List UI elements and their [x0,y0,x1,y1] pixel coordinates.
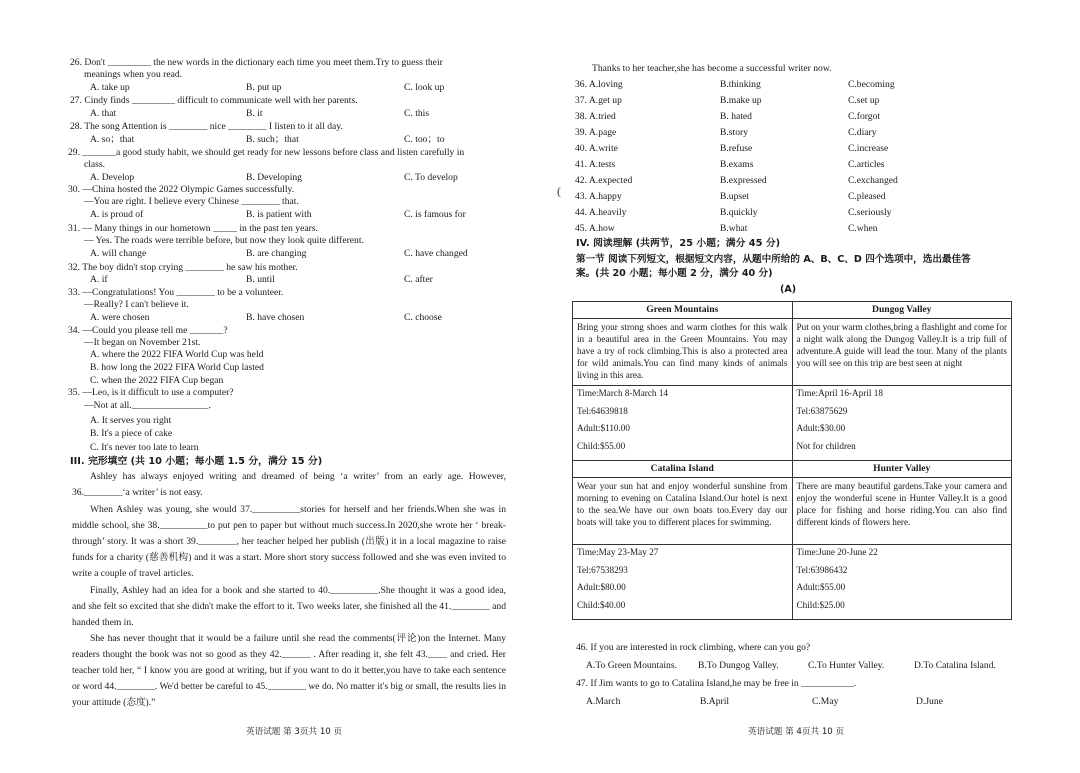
ad-info-hunter-valley [792,545,1012,620]
question-line: —It began on November 21st. [84,337,201,348]
option-b: B.quickly [720,207,758,218]
choice-row [0,108,530,119]
section-four-heading: IV. 阅读理解 (共两节，25 小题；满分 45 分) [576,238,781,249]
option-a: 39. A.page [575,127,617,138]
question-line: 32. The boy didn't stop crying ________ he saw his mother. [68,262,298,273]
question-line: —Really? I can't believe it. [84,299,189,310]
cloze-paragraph-3 [72,583,506,631]
question-line: 33. —Congratulations! You ________ to be a volunteer. [68,287,284,298]
question-line: 26. Don't _________ the new words in the dictionary each time you meet them.Try to guess their [70,57,443,68]
left-page-footer: 英语试题 第 3页共 10 页 [246,727,343,737]
question-line: A. It serves you right [90,415,172,426]
option-a: A.March [586,696,621,707]
cloze-paragraph-1-text: Ashley has always enjoyed writing and dreamed of being ‘a writer’ from an early age. However, 36.________‘a writer’ is not easy. [72,471,506,498]
option-c: C.pleased [848,191,886,202]
option-c: C.diary [848,127,877,138]
ad-desc-green-mountains: Bring your strong shoes and warm clothes for this walk in a beautiful area in the Green Mountains. You may have a try of rock climbing.This is also a protected area for wild animals.You can find many kinds of animals living in this area. [573,319,793,386]
ad-tel: Tel:63875629 [796,405,848,416]
ad-adult-price: Adult:$30.00 [796,423,846,433]
option-b: B.exams [720,159,754,170]
question-47-options [0,696,1080,707]
cloze-closing-line: Thanks to her teacher,she has become a successful writer now. [592,63,832,74]
cloze-option-row [0,159,1080,170]
choice-row [0,82,530,93]
option-c: C.forgot [848,111,881,122]
option-c: C.articles [848,159,885,170]
choice-row [0,274,530,285]
question-line: 31. — Many things in our hometown _____ in the past ten years. [68,223,318,234]
ad-desc-hunter-valley: There are many beautiful gardens.Take your camera and enjoy the wonderful scene in Hunter Valley.It is a good place for fishing and horse riding.You can also find different kinds of flowers here. [792,478,1012,545]
option-b: B. is patient with [246,209,312,220]
question-line: 29. _______a good study habit, we should get ready for new lessons before class and listen carefully in [68,147,465,158]
question-line: 27. Cindy finds _________ difficult to communicate well with her parents. [70,95,358,106]
option-c: C. too；to [404,134,445,145]
cloze-paragraph-3-text: Finally, Ashley had an idea for a book and she started to 40.__________.She thought it was a good idea, and she felt so excited that she didn't make the effort to it. Two weeks later, she finished all the 41.________ and handed them in. [72,585,506,628]
option-a: 42. A.expected [575,175,633,186]
option-a: A. if [90,274,108,285]
ad-time: Time:May 23-May 27 [577,547,659,557]
option-a: A. is proud of [90,209,144,220]
option-a: 41. A.tests [575,159,616,170]
ad-desc-catalina-island: Wear your sun hat and enjoy wonderful sunshine from morning to evening on Catalina Island.Our hotel is next to the sea.We have our own boats too.Every day our boats will take you to different places for swimming. [573,478,793,545]
question-line: — Yes. The roads were terrible before, but now they look quite different. [84,235,364,246]
question-line: C. when the 2022 FIFA Cup began [90,375,224,386]
question-line: class. [84,159,106,170]
option-a: A. that [90,108,117,119]
ad-child-price: Child:$55.00 [577,440,626,451]
question-line: A. where the 2022 FIFA World Cup was held [90,349,264,360]
option-a: A. so；that [90,134,135,145]
option-b: B.April [700,696,730,707]
ad-desc-dungog-valley: Put on your warm clothes,bring a flashlight and come for a night walk along the Dungog Valley.It is a trip full of adventure.A guide will lead the tour. Many of the plants you will see on this trip are best seen at night [792,319,1012,386]
option-c: C. after [404,274,433,285]
question-line: —You are right. I believe every Chinese ________ that. [84,196,299,207]
ad-info-dungog-valley [792,386,1012,461]
cloze-paragraph-1 [72,469,506,501]
option-b: B.refuse [720,143,753,154]
option-c: C. To develop [404,172,458,183]
section-three-heading: III. 完形填空 (共 10 小题；每小题 1.5 分，满分 15 分) [70,456,323,467]
option-d: D.To Catalina Island. [914,660,996,671]
question-line: 30. —China hosted the 2022 Olympic Games successfully. [68,184,295,195]
question-46: 46. If you are interested in rock climbing, where can you go? [576,642,811,653]
ad-tel: Tel:63986432 [796,564,848,575]
question-line: B. It's a piece of cake [90,428,173,439]
question-47: 47. If Jim wants to go to Catalina Island,he may be free in ___________. [576,678,857,689]
ad-child-price: Child:$25.00 [796,599,845,610]
option-a: 38. A.tried [575,111,616,122]
option-b: B.thinking [720,79,761,90]
ad-time: Time:June 20-June 22 [796,547,878,557]
option-b: B.story [720,127,748,138]
ad-title-hunter-valley: Hunter Valley [792,461,1012,478]
binding-margin-mark: ( [557,184,561,198]
option-a: 45. A.how [575,223,615,234]
option-c: C. have changed [404,248,468,259]
option-a: A.To Green Mountains. [586,660,677,671]
option-c: C.exchanged [848,175,898,186]
option-c: C.increase [848,143,889,154]
option-c: C. look up [404,82,445,93]
option-a: 37. A.get up [575,95,622,106]
option-b: B. hated [720,111,752,122]
option-a: 36. A.loving [575,79,623,90]
option-b: B. have chosen [246,312,305,323]
question-line: 34. —Could you please tell me _______? [68,325,228,336]
option-b: B.make up [720,95,762,106]
ad-time: Time:March 8-March 14 [577,388,669,398]
option-b: B.expressed [720,175,767,186]
option-b: B. put up [246,82,282,93]
option-b: B.To Dungog Valley. [698,660,779,671]
option-c: C.when [848,223,878,234]
option-a: A. will change [90,248,147,259]
ad-info-green-mountains [573,386,793,461]
option-b: B. such；that [246,134,299,145]
question-line: 28. The song Attention is ________ nice ________ I listen to it all day. [70,121,343,132]
ad-adult-price: Adult:$110.00 [577,423,630,433]
option-c: C. this [404,108,430,119]
option-a: 40. A.write [575,143,618,154]
option-d: D.June [916,696,943,707]
passage-label: (A) [780,284,797,295]
cloze-paragraph-4-text: She has never thought that it would be a failure until she read the comments(评论)on the Internet. Many readers thought the book was not so good as they 42.______ . After reading it, she felt 43.____ and cried. Her teacher told her, “ I know you are good at writing, but if you want to do it better,you have to take each sentence or word 44.________. We'd better be careful to 45.________ we do. No matter it's big or small, the results lies in your attitude (态度).” [72,633,506,708]
reading-instructions-line-2: 案。(共 20 小题；每小题 2 分，满分 40 分) [576,268,773,279]
option-c: C. is famous for [404,209,466,220]
option-c: C.seriously [848,207,892,218]
choice-row [0,248,530,259]
option-c: C. choose [404,312,442,323]
question-line: B. how long the 2022 FIFA World Cup lasted [90,362,264,373]
ad-tel: Tel:67538293 [577,564,628,575]
option-b: B.what [720,223,748,234]
question-line: 35. —Leo, is it difficult to use a computer? [68,387,234,398]
option-c: C.May [812,696,839,707]
ad-title-green-mountains: Green Mountains [573,302,793,319]
option-c: C.set up [848,95,880,106]
question-line: C. It's never too late to learn [90,442,199,453]
option-c: C.To Hunter Valley. [808,660,885,671]
ad-time: Time:April 16-April 18 [796,388,883,398]
right-page-footer: 英语试题 第 4页共 10 页 [748,727,845,737]
option-a: 43. A.happy [575,191,622,202]
option-b: B. Developing [246,172,302,183]
ad-adult-price: Adult:$80.00 [577,582,626,592]
cloze-paragraph-2-text: When Ashley was young, she would 37.__________stories for herself and her friends.When she was in middle school, she 38.__________to put pen to paper but without much success.In 2020,she wrote her ‘ break-through’ story. It was a short 39.________, her teacher helped her publish (出版) it in a local magazine to raise funds for a charity (慈善机构) and it was a start. More short story success followed and she was even invited to write a couple of travel articles. [72,504,506,579]
ad-title-dungog-valley: Dungog Valley [792,302,1012,319]
ad-adult-price: Adult:$55.00 [796,582,846,592]
choice-row [0,172,530,183]
tour-ads-table [572,301,1012,620]
ad-child-price: Not for children [796,440,856,451]
ad-info-catalina-island [573,545,793,620]
option-a: A. were chosen [90,312,150,323]
option-a: 44. A.heavily [575,207,627,218]
option-c: C.becoming [848,79,895,90]
option-b: B. are changing [246,248,307,259]
choice-row [0,312,530,323]
reading-instructions-line-1: 第一节 阅读下列短文，根据短文内容，从题中所给的 A、B、C、D 四个选项中，选出最佳答 [576,254,971,265]
choice-row [0,209,530,220]
ad-title-catalina-island: Catalina Island [573,461,793,478]
question-line: meanings when you read. [84,69,183,80]
question-46-options [0,660,1080,671]
ad-child-price: Child:$40.00 [577,599,626,610]
question-line: —Not at all.________________. [84,400,211,411]
ad-tel: Tel:64639818 [577,405,628,416]
option-a: A. Develop [90,172,135,183]
option-a: A. take up [90,82,130,93]
option-b: B. until [246,274,275,285]
option-b: B.upset [720,191,750,202]
option-b: B. it [246,108,263,119]
choice-row [0,134,530,145]
cloze-paragraph-2 [72,502,506,582]
